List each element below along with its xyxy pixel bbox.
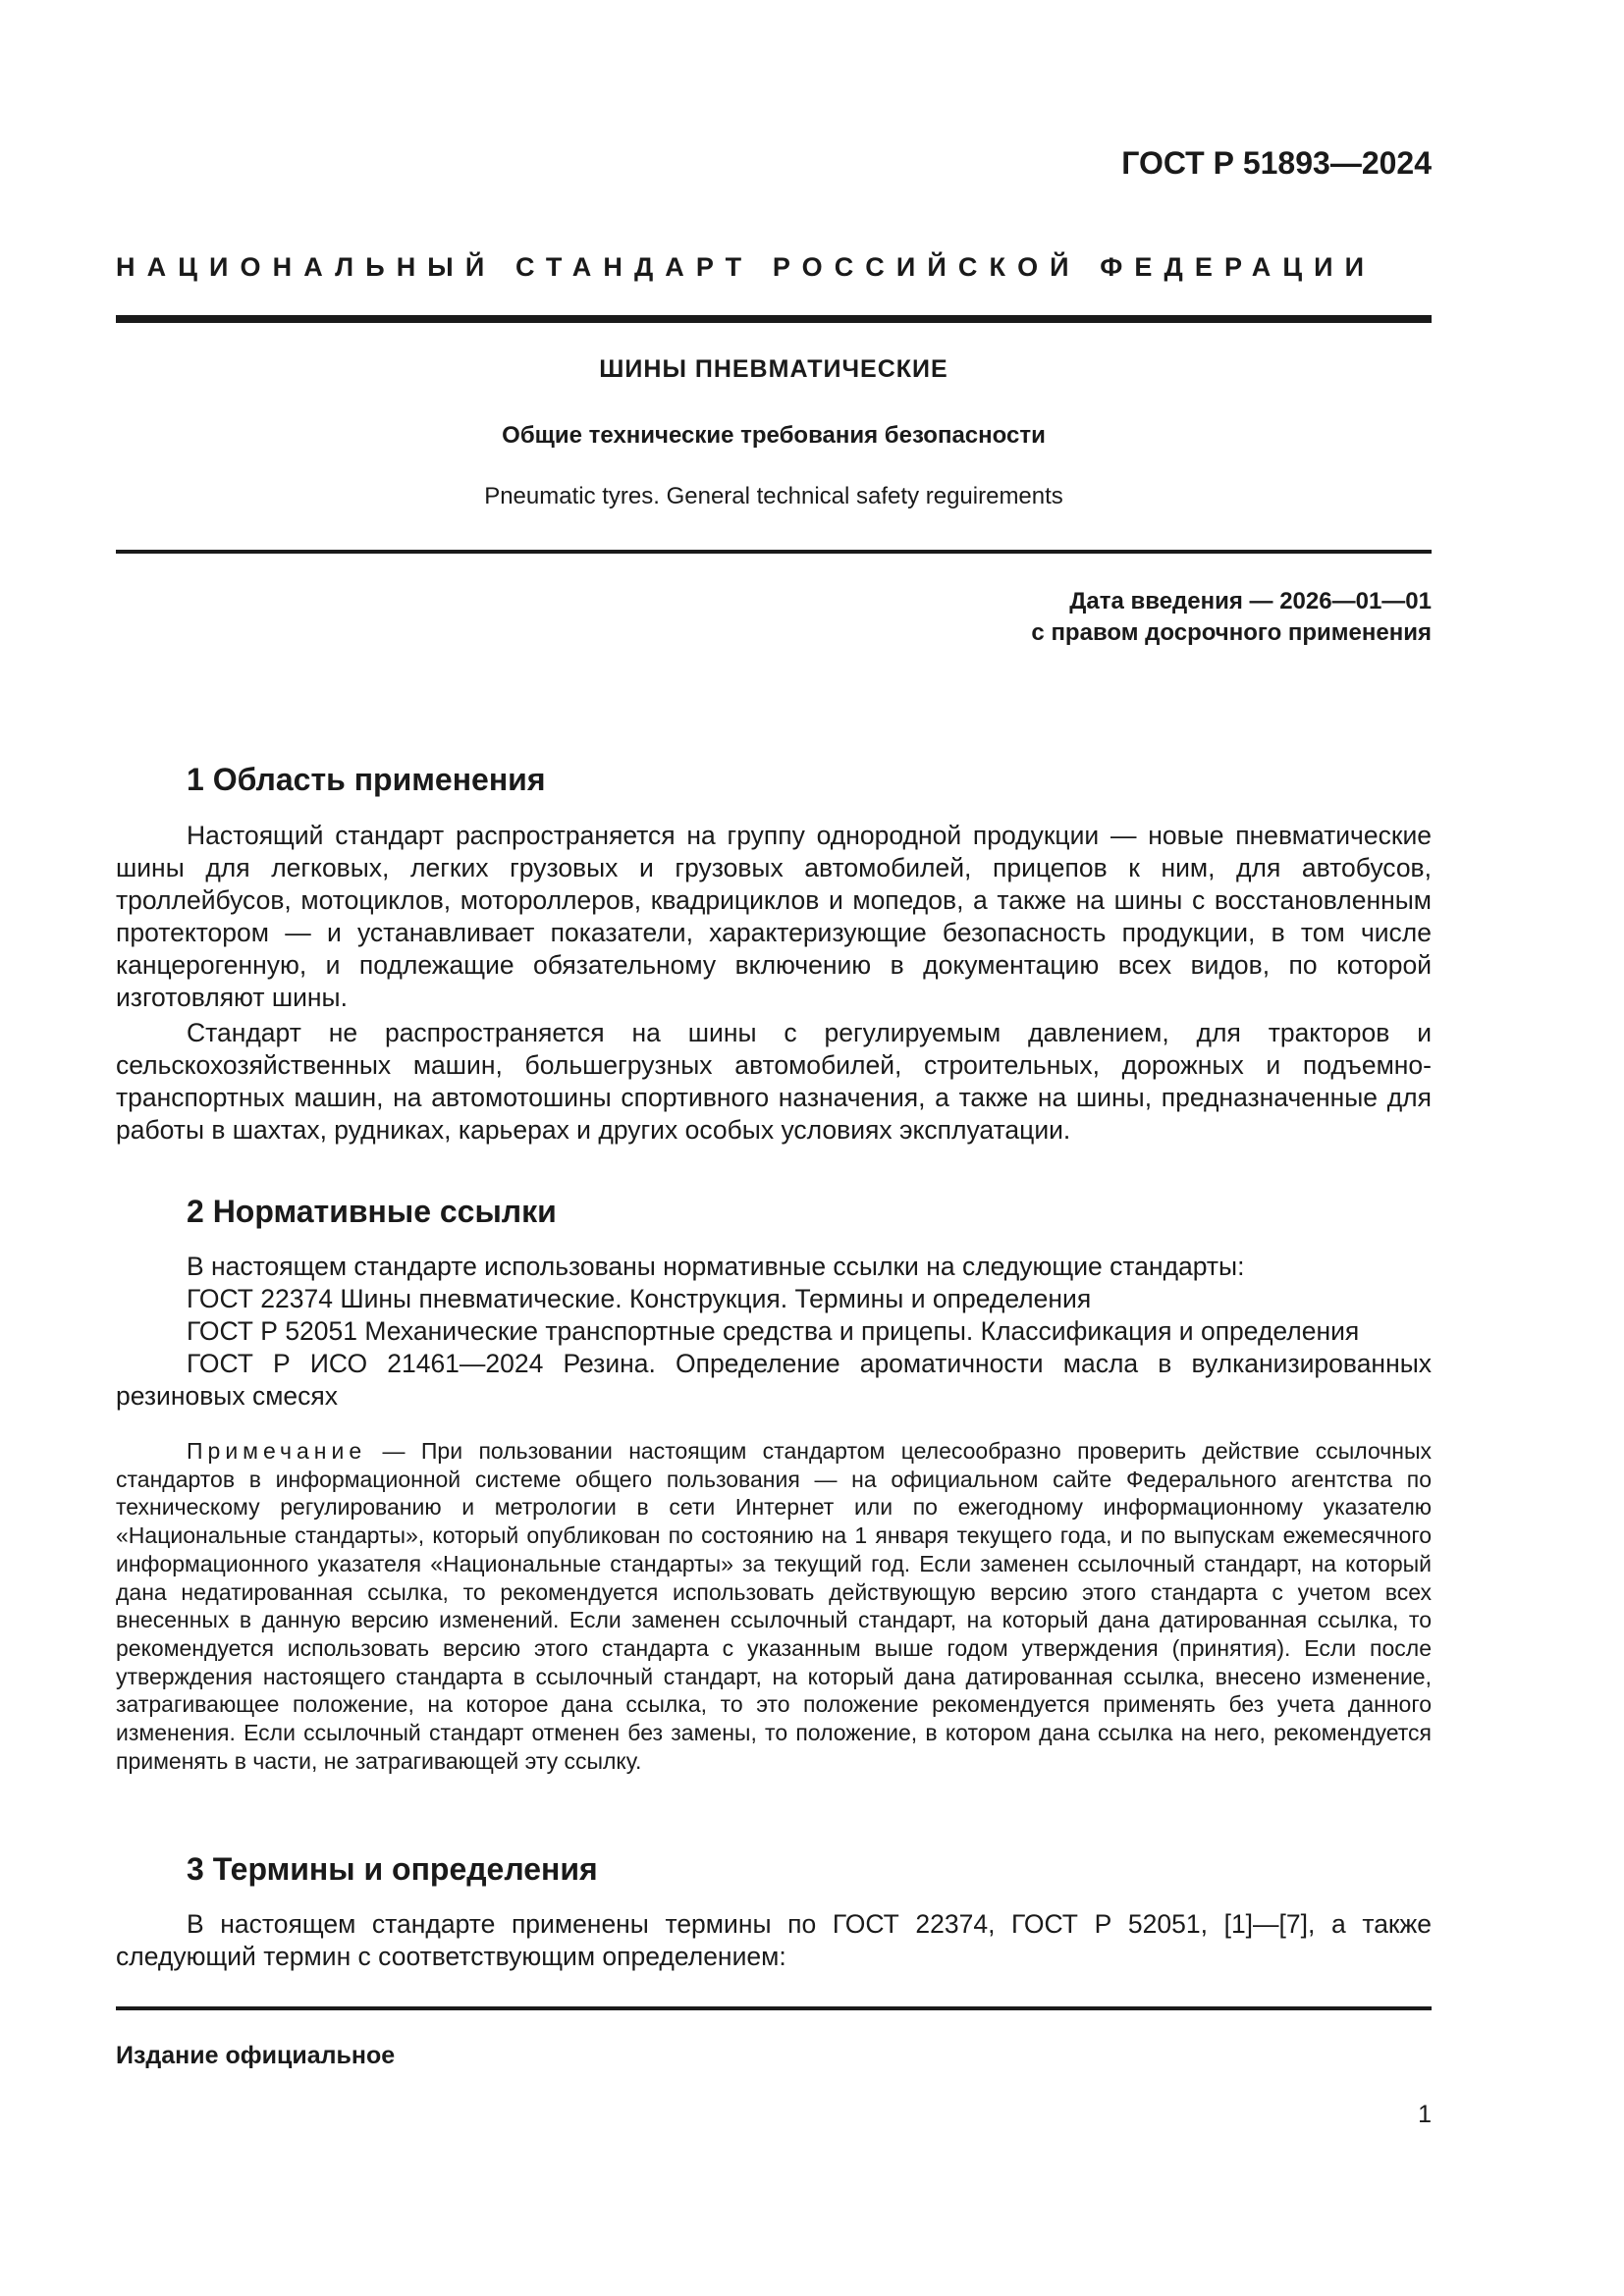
reference-item: ГОСТ Р ИСО 21461—2024 Резина. Определение ароматичности масла в вулканизированных резиновых смесях [116, 1349, 1432, 1411]
terms-paragraph: В настоящем стандарте применены термины по ГОСТ 22374, ГОСТ Р 52051, [1]—[7], а также следующий термин с соответствующим определением: [116, 1909, 1432, 1971]
references-note [116, 1437, 1432, 1775]
reference-item: ГОСТ 22374 Шины пневматические. Конструкция. Термины и определения [187, 1284, 1092, 1313]
document-number: ГОСТ Р 51893—2024 [1121, 145, 1432, 181]
scope-exclusions-paragraph: Стандарт не распространяется на шины с регулируемым давлением, для тракторов и сельскохозяйственных машин, большегрузных автомобилей, строительных, дорожных и подъемно-транспортных машин, на автомотошины спортивного назначения, а также на шины, предназначенные для работы в шахтах, рудниках, карьерах и других особых условиях эксплуатации. [116, 1018, 1432, 1145]
document-subtitle: Общие технические требования безопасности [502, 422, 1046, 449]
introduction-date-line: Дата введения — 2026—01—01 [1069, 588, 1432, 614]
standard-banner: НАЦИОНАЛЬНЫЙ СТАНДАРТ РОССИЙСКОЙ ФЕДЕРАЦИИ [116, 252, 1377, 282]
footer-divider [116, 2006, 1432, 2010]
note-label: Примечание [187, 1438, 367, 1464]
page-number: 1 [1418, 2101, 1432, 2128]
section-heading-scope: 1 Область применения [187, 762, 546, 797]
references-intro: В настоящем стандарте использованы нормативные ссылки на следующие стандарты: [187, 1252, 1245, 1281]
title-divider [116, 550, 1432, 554]
scope-paragraph: Настоящий стандарт распространяется на группу однородной продукции — новые пневматические шины для легковых, легких грузовых и грузовых автомобилей, прицепов к ним, для автобусов, троллейбусов, мотоциклов, мотороллеров, квадрициклов и мопедов, а также на шины с восстановленным протектором — и устанавливает показатели, характеризующие безопасность продукции, в том числе канцерогенную, и подлежащие обязательному включению в документацию всех видов, по которой изготовляют шины. [116, 821, 1432, 1012]
document-title-english: Pneumatic tyres. General technical safety reguirements [484, 483, 1063, 509]
document-title: ШИНЫ ПНЕВМАТИЧЕСКИЕ [599, 355, 948, 383]
official-edition-label: Издание официальное [116, 2042, 396, 2069]
note-text: — При пользовании настоящим стандартом целесообразно проверить действие ссылочных стандартов в информационной системе общего пользования — на официальном сайте Федерального агентства по техническому регулированию и метрологии в сети Интернет или по ежегодному информационному указателю «Национальные стандарты», который опубликован по состоянию на 1 января текущего года, и по выпускам ежемесячного информационного указателя «Национальные стандарты» за текущий год. Если заменен ссылочный стандарт, на который дана недатированная ссылка, то рекомендуется использовать действующую версию этого стандарта с учетом всех внесенных в данную версию изменений. Если заменен ссылочный стандарт, на который дана датированная ссылка, то рекомендуется использовать версию этого стандарта с указанным выше годом утверждения (принятия). Если после утверждения настоящего стандарта в ссылочный стандарт, на который дана датированная ссылка, внесено изменение, затрагивающее положение, на которое дана ссылка, то это положение рекомендуется применять без учета данного изменения. Если ссылочный стандарт отменен без замены, то положение, в котором дана ссылка на него, рекомендуется применять в части, не затрагивающей эту ссылку. [116, 1438, 1432, 1774]
section-heading-terms: 3 Термины и определения [187, 1851, 598, 1887]
early-application-line: с правом досрочного применения [1031, 619, 1432, 646]
reference-item: ГОСТ Р 52051 Механические транспортные средства и прицепы. Классификация и определения [187, 1316, 1360, 1346]
header-divider [116, 315, 1432, 323]
section-heading-references: 2 Нормативные ссылки [187, 1194, 557, 1229]
introduction-date [884, 586, 1432, 649]
